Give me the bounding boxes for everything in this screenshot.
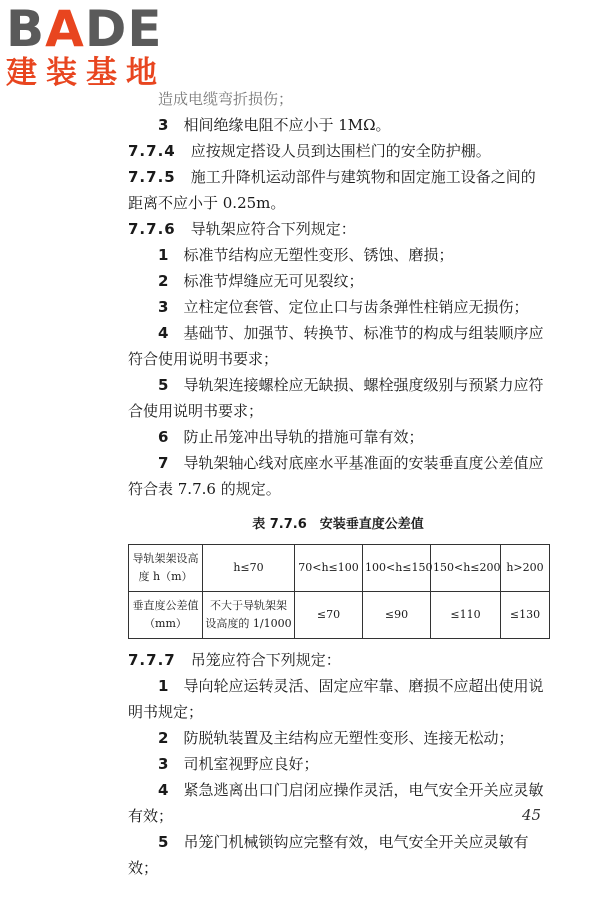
clause-text: 标准节结构应无塑性变形、锈蚀、磨损； [183,246,454,264]
clause-number: 5 [158,833,169,851]
section-clause [128,138,548,164]
clause-number: 3 [158,755,169,773]
list-item [128,242,548,268]
logo-subtitle: 建装基地 [6,55,166,91]
list-item [128,424,548,450]
table-cell: 不大于导轨架架设高度的 1/1000 [203,592,295,639]
section-clause [128,647,548,673]
tolerance-table [128,544,550,639]
paragraphs-bottom [128,647,548,881]
table-cell: 导轨架架设高度 h（m） [129,545,203,592]
table-cell: ≤130 [501,592,550,639]
list-item [128,450,548,502]
paragraphs-top [128,86,548,502]
clause-number: 3 [158,298,169,316]
logo-wordmark: BADE [6,0,163,58]
clause-text: 导轨架轴心线对底座水平基准面的安装垂直度公差值应符合表 7.7.6 的规定。 [128,454,544,498]
list-item [128,112,548,138]
section-clause [128,164,548,216]
list-item [128,294,548,320]
table-cell: ≤70 [295,592,363,639]
list-item [128,751,548,777]
clause-number: 7.7.7 [128,651,176,669]
clause-number: 7 [158,454,169,472]
clause-text: 施工升降机运动部件与建筑物和固定施工设备之间的距离不应小于 0.25m。 [128,168,536,212]
list-item [128,86,548,112]
clause-number: 7.7.5 [128,168,176,186]
clause-text: 紧急逃离出口门启闭应操作灵活，电气安全开关应灵敏有效； [128,781,544,825]
clause-number: 7.7.6 [128,220,176,238]
table-row [129,592,550,639]
clause-text: 导轨架连接螺栓应无缺损、螺栓强度级别与预紧力应符合使用说明书要求； [128,376,544,420]
list-item [128,268,548,294]
clause-text: 防脱轨装置及主结构应无塑性变形、连接无松动； [183,729,514,747]
document-body [128,86,548,881]
table-cell: 100<h≤150 [363,545,431,592]
clause-text: 立柱定位套管、定位止口与齿条弹性柱销应无损伤； [183,298,529,316]
table-cell: ≤110 [431,592,501,639]
clause-number: 2 [158,272,169,290]
clause-text: 基础节、加强节、转换节、标准节的构成与组装顺序应符合使用说明书要求； [128,324,544,368]
list-item [128,725,548,751]
table-row [129,545,550,592]
table-cell: 150<h≤200 [431,545,501,592]
table-cell: 垂直度公差值（mm） [129,592,203,639]
table-title: 表 7.7.6 安装垂直度公差值 [252,517,424,532]
clause-text: 相间绝缘电阻不应小于 1MΩ。 [183,116,391,134]
clause-text: 造成电缆弯折损伤； [158,90,294,108]
clause-text: 吊笼门机械锁钩应完整有效，电气安全开关应灵敏有效； [128,833,529,877]
section-clause [128,216,548,242]
bade-logo [6,2,181,90]
table-cell: ≤90 [363,592,431,639]
page-number: 45 [522,806,542,824]
clause-text: 吊笼应符合下列规定： [190,651,341,669]
list-item [128,777,548,829]
clause-number: 7.7.4 [128,142,176,160]
clause-number: 4 [158,324,169,342]
clause-number: 1 [158,246,169,264]
list-item [128,829,548,881]
table-cell: h≤70 [203,545,295,592]
list-item [128,673,548,725]
clause-text: 标准节焊缝应无可见裂纹； [183,272,364,290]
clause-number: 5 [158,376,169,394]
clause-text: 防止吊笼冲出导轨的措施可靠有效； [183,428,424,446]
clause-text: 导轨架应符合下列规定： [190,220,356,238]
list-item [128,372,548,424]
clause-number: 6 [158,428,169,446]
clause-number: 2 [158,729,169,747]
clause-text: 司机室视野应良好； [183,755,319,773]
clause-number: 1 [158,677,169,695]
table-cell: h>200 [501,545,550,592]
logo-accent-letter: A [45,0,85,58]
clause-text: 导向轮应运转灵活、固定应牢靠、磨损不应超出使用说明书规定； [128,677,544,721]
clause-text: 应按规定搭设人员到达围栏门的安全防护棚。 [190,142,491,160]
list-item [128,320,548,372]
clause-number: 3 [158,116,169,134]
clause-number: 4 [158,781,169,799]
table-cell: 70<h≤100 [295,545,363,592]
